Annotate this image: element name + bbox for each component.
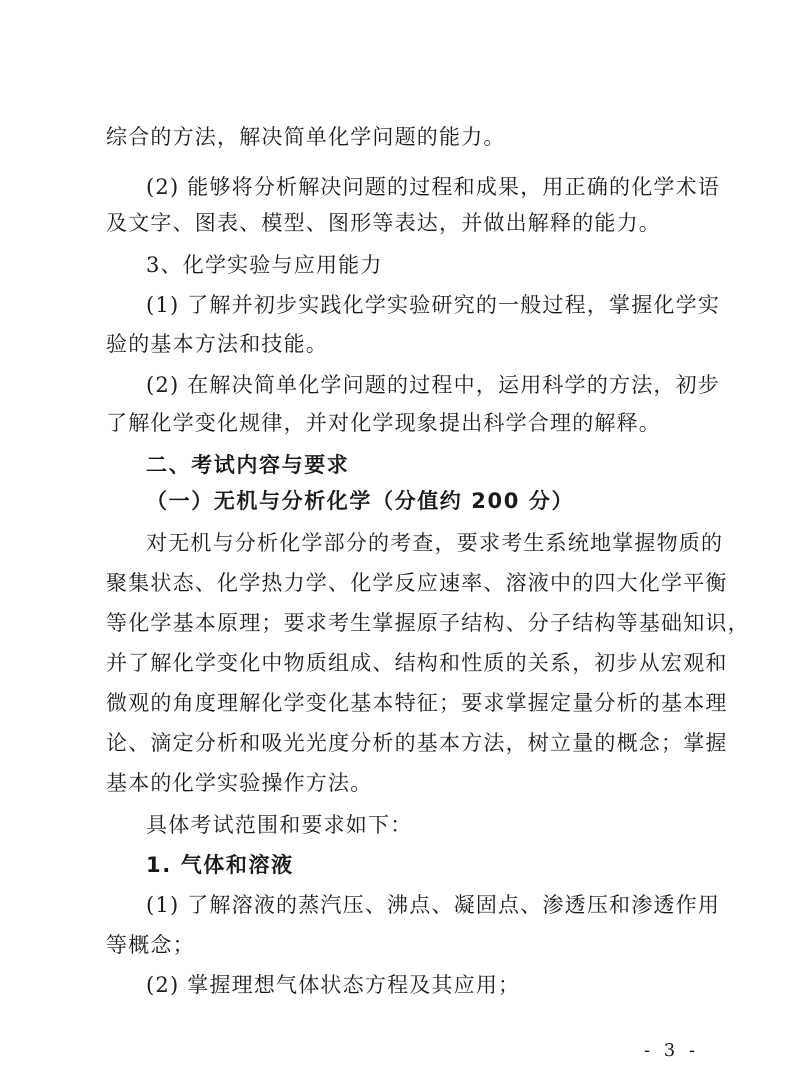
section-heading: 二、考试内容与要求 — [146, 453, 350, 477]
text-line: (1) 了解溶液的蒸汽压、沸点、凝固点、渗透压和渗透作用 — [146, 893, 721, 917]
text-line: 综合的方法，解决简单化学问题的能力。 — [106, 125, 506, 149]
text-line: (1) 了解并初步实践化学实验研究的一般过程，掌握化学实 — [146, 293, 721, 317]
text-line: 等概念； — [106, 933, 195, 957]
section-heading: 3、化学实验与应用能力 — [146, 253, 383, 277]
text-line: 并了解化学变化中物质组成、结构和性质的关系，初步从宏观和 — [106, 651, 728, 675]
page-number: - 3 - — [644, 1040, 700, 1061]
text-line: 基本的化学实验操作方法。 — [106, 771, 373, 795]
text-line: (2) 在解决简单化学问题的过程中，运用科学的方法，初步 — [146, 373, 721, 397]
subsection-heading: 1. 气体和溶液 — [146, 853, 294, 877]
text-line: 验的基本方法和技能。 — [106, 332, 328, 356]
text-line: 聚集状态、化学热力学、化学反应速率、溶液中的四大化学平衡 — [106, 571, 728, 595]
text-line: 具体考试范围和要求如下： — [146, 813, 413, 837]
text-line: 了解化学变化规律，并对化学现象提出科学合理的解释。 — [106, 411, 661, 435]
text-line: 微观的角度理解化学变化基本特征；要求掌握定量分析的基本理 — [106, 691, 728, 715]
text-line: (2) 能够将分析解决问题的过程和成果，用正确的化学术语 — [146, 175, 721, 199]
subsection-heading: （一）无机与分析化学（分值约 200 分） — [146, 489, 575, 513]
text-line: 等化学基本原理；要求考生掌握原子结构、分子结构等基础知识， — [106, 611, 750, 635]
text-line: 对无机与分析化学部分的考查，要求考生系统地掌握物质的 — [146, 531, 724, 555]
text-line: 论、滴定分析和吸光光度分析的基本方法，树立量的概念；掌握 — [106, 731, 728, 755]
text-line: 及文字、图表、模型、图形等表达，并做出解释的能力。 — [106, 211, 661, 235]
text-line: (2) 掌握理想气体状态方程及其应用； — [146, 973, 521, 997]
